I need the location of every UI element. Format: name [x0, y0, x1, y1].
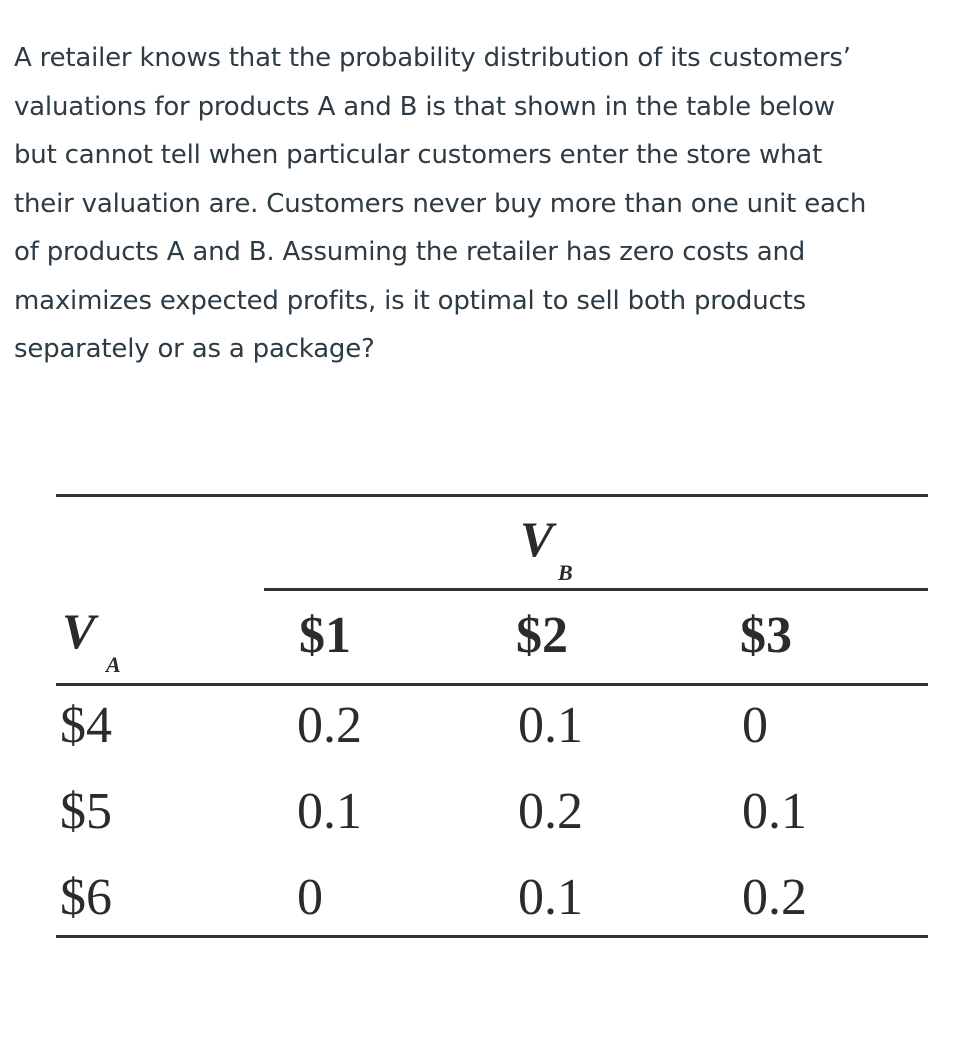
column-variable-subscript: B — [558, 560, 573, 585]
question-line: of products A and B. Assuming the retailer has zero costs and — [14, 237, 806, 267]
table-cell: 0.2 — [297, 697, 362, 754]
question-line: A retailer knows that the probability distribution of its customers’ — [14, 43, 851, 73]
header-rule — [56, 683, 928, 686]
column-header: $2 — [516, 607, 568, 664]
table-cell: 0.2 — [742, 869, 807, 926]
question-line: maximizes expected profits, is it optimal to sell both products — [14, 285, 806, 316]
row-label: $5 — [60, 783, 112, 840]
column-group-rule — [264, 588, 928, 591]
table-cell: 0 — [742, 697, 768, 754]
question-line: valuations for products A and B is that shown in the table below — [14, 91, 835, 122]
table-bottom-rule — [56, 935, 928, 938]
column-header: $1 — [299, 607, 351, 664]
row-label: $6 — [60, 869, 112, 926]
row-variable-symbol: V — [62, 603, 96, 659]
question-line: separately or as a package? — [14, 334, 375, 364]
table-cell: 0.1 — [742, 783, 807, 840]
row-label: $4 — [60, 697, 112, 754]
question-line: but cannot tell when particular customers enter the store what — [14, 140, 823, 170]
table-cell: 0.2 — [518, 783, 583, 840]
table-top-rule — [56, 494, 928, 497]
table-cell: 0.1 — [518, 697, 583, 754]
row-variable-subscript: A — [106, 652, 121, 677]
column-variable-symbol: V — [520, 511, 554, 567]
table-cell: 0.1 — [518, 869, 583, 926]
column-header: $3 — [740, 607, 792, 664]
table-cell: 0.1 — [297, 783, 362, 840]
table-cell: 0 — [297, 869, 323, 926]
question-line: their valuation are. Customers never buy more than one unit each — [14, 188, 867, 219]
